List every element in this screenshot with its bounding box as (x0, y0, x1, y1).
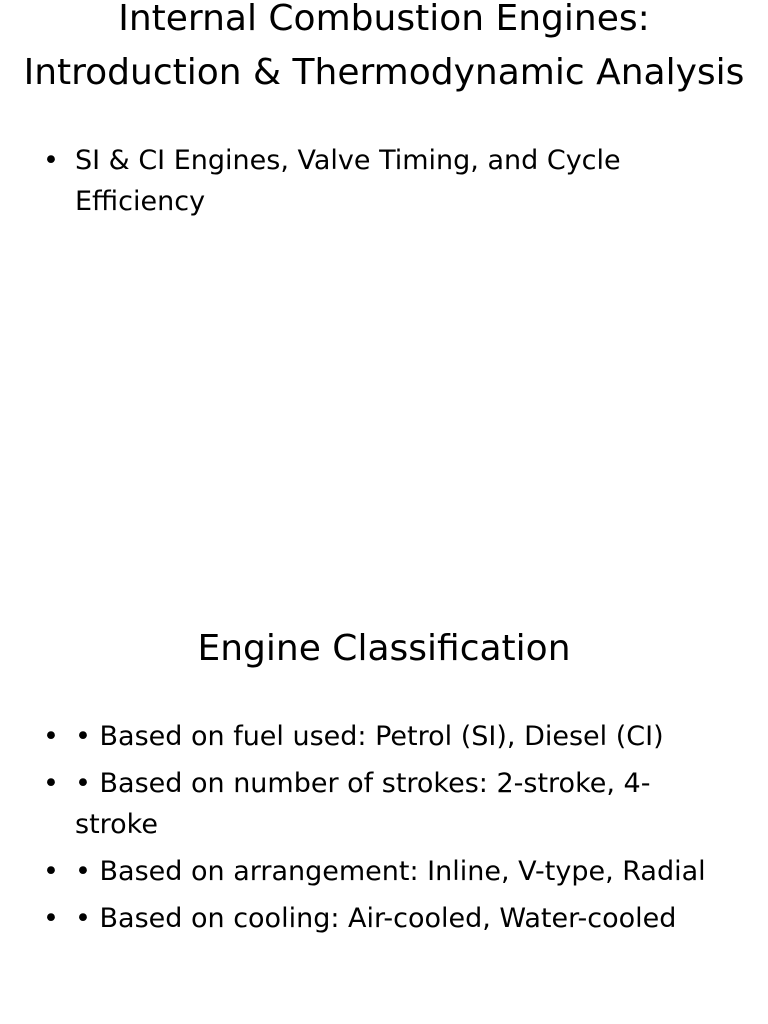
bullet-text: • Based on cooling: Air-cooled, Water-cooled (75, 903, 677, 934)
bullet-icon: • (43, 903, 59, 934)
list-item (0, 763, 768, 845)
bullet-text: • Based on arrangement: Inline, V-type, Radial (75, 856, 706, 887)
list-item (0, 140, 768, 222)
list-item (0, 851, 768, 892)
bullet-list (0, 140, 768, 228)
list-item (0, 716, 768, 757)
bullet-icon: • (43, 768, 59, 799)
bullet-icon: • (43, 856, 59, 887)
bullet-list (0, 716, 768, 945)
bullet-text: SI & CI Engines, Valve Timing, and Cycle Efficiency (75, 145, 621, 217)
bullet-icon: • (43, 145, 59, 176)
bullet-text: • Based on fuel used: Petrol (SI), Diesel (CI) (75, 721, 664, 752)
bullet-text: • Based on number of strokes: 2-stroke, 4-stroke (75, 768, 651, 840)
bullet-icon: • (43, 721, 59, 752)
slide-2 (0, 512, 768, 1024)
list-item (0, 898, 768, 939)
slide-title: Engine Classification (197, 628, 571, 669)
slide-title: Internal Combustion Engines: Introduction & Thermodynamic Analysis (23, 0, 745, 93)
